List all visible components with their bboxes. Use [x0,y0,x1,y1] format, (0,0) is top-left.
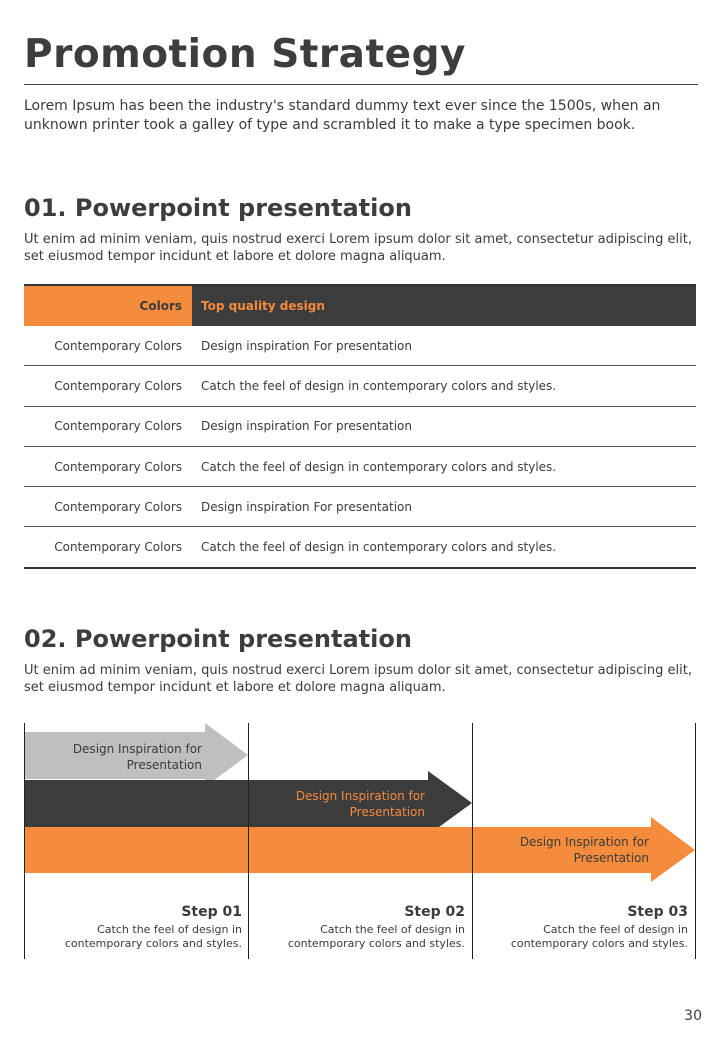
arrow-2-label-line2: Presentation [349,805,425,819]
arrow-1-label-line1: Design Inspiration for [72,742,202,756]
page-number: 30 [684,1008,702,1024]
intro-paragraph: Lorem Ipsum has been the industry's standard dummy text ever since the 1500s, when an unknown printer took a galley of type and scrambled it to make a type specimen book. [24,98,661,133]
table-header-colors: Colors [24,286,192,326]
step-description [249,923,465,951]
table-cell-design: Catch the feel of design in contemporary colors and styles. [201,378,557,393]
timeline-divider [24,723,25,959]
page-title: Promotion Strategy [24,32,466,77]
step-description-line1: Catch the feel of design in [97,923,242,936]
step-title: Step 01 [181,904,242,920]
step-description-line2: contemporary colors and styles. [510,937,688,950]
step-description [472,923,688,951]
arrow-3-label [470,834,649,866]
arrow-2-label [250,788,425,820]
arrow-1-label [30,741,202,773]
arrow-3-label-line1: Design Inspiration for [519,835,649,849]
table-cell-color: Contemporary Colors [54,540,182,555]
table-cell-design: Design inspiration For presentation [201,419,412,434]
step-description [26,923,242,951]
table-cell-color: Contemporary Colors [54,499,182,514]
table-cell-design: Design inspiration For presentation [201,338,412,353]
arrow-1-label-line2: Presentation [126,758,202,772]
step-description-line2: contemporary colors and styles. [64,937,242,950]
table-cell-color: Contemporary Colors [54,338,182,353]
step-description-line2: contemporary colors and styles. [287,937,465,950]
table-cell-design: Design inspiration For presentation [201,499,412,514]
step-description-line1: Catch the feel of design in [543,923,688,936]
section1-description: Ut enim ad minim veniam, quis nostrud exerci Lorem ipsum dolor sit amet, consectetur adipiscing elit, set eiusmod tempor incidunt et labore et dolore magna aliquam. [24,232,692,264]
arrow-3-label-line2: Presentation [573,851,649,865]
table-cell-design: Catch the feel of design in contemporary colors and styles. [201,459,557,474]
table-header-design: Top quality design [192,286,696,326]
table-cell-color: Contemporary Colors [54,459,182,474]
section2-heading: 02. Powerpoint presentation [24,625,412,653]
arrow-2-label-line1: Design Inspiration for [295,789,425,803]
section1-heading: 01. Powerpoint presentation [24,194,412,222]
step-title: Step 02 [404,904,465,920]
table-cell-design: Catch the feel of design in contemporary colors and styles. [201,540,557,555]
step-02 [249,903,465,951]
timeline-divider [695,723,696,959]
section2-description: Ut enim ad minim veniam, quis nostrud exerci Lorem ipsum dolor sit amet, consectetur adipiscing elit, set eiusmod tempor incidunt et labore et dolore magna aliquam. [24,663,692,695]
table-cell-color: Contemporary Colors [54,419,182,434]
step-01 [26,903,242,951]
step-03 [472,903,688,951]
table-cell-color: Contemporary Colors [54,378,182,393]
step-description-line1: Catch the feel of design in [320,923,465,936]
step-title: Step 03 [627,904,688,920]
